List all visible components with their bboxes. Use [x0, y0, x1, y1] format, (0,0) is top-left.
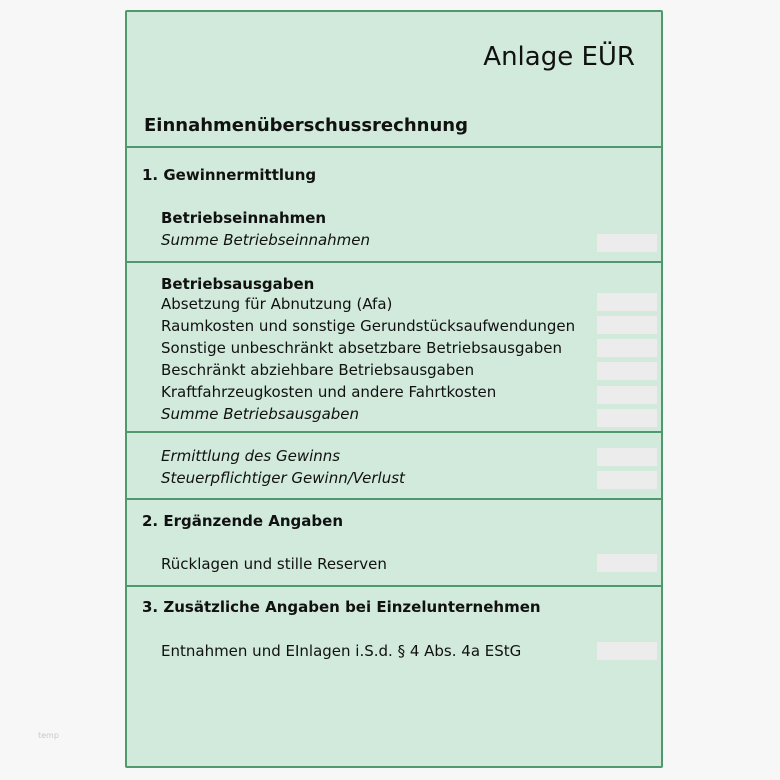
expenses-total-label: Summe Betriebsausgaben — [161, 405, 360, 423]
watermark: temp — [38, 731, 59, 740]
income-total-label: Summe Betriebseinnahmen — [161, 231, 371, 249]
form-title: Anlage EÜR — [483, 42, 635, 72]
withdrawals-field[interactable] — [597, 642, 657, 660]
expense-item-room-costs: Raumkosten und sonstige Gerundstücksaufwendungen — [161, 317, 576, 335]
expense-field-limited[interactable] — [597, 362, 657, 380]
divider — [127, 585, 661, 587]
divider — [127, 146, 661, 148]
divider — [127, 431, 661, 433]
income-heading: Betriebseinnahmen — [161, 209, 327, 227]
expenses-total-field[interactable] — [597, 409, 657, 427]
expense-field-room-costs[interactable] — [597, 316, 657, 334]
section-2-heading: 2. Ergänzende Angaben — [142, 512, 343, 530]
taxable-profit-label: Steuerpflichtiger Gewinn/Verlust — [161, 469, 405, 487]
expense-item-afa: Absetzung für Abnutzung (Afa) — [161, 295, 393, 313]
form-sheet — [125, 10, 663, 768]
form-subtitle: Einnahmenüberschussrechnung — [144, 115, 468, 136]
expenses-heading: Betriebsausgaben — [161, 275, 315, 293]
profit-determination-label: Ermittlung des Gewinns — [161, 447, 341, 465]
divider — [127, 498, 661, 500]
withdrawals-label: Entnahmen und EInlagen i.S.d. § 4 Abs. 4a EStG — [161, 642, 522, 660]
divider — [127, 261, 661, 263]
reserves-field[interactable] — [597, 554, 657, 572]
section-1-heading: 1. Gewinnermittlung — [142, 166, 317, 184]
income-total-field[interactable] — [597, 234, 657, 252]
reserves-label: Rücklagen und stille Reserven — [161, 555, 387, 573]
expense-field-vehicle[interactable] — [597, 386, 657, 404]
expense-field-afa[interactable] — [597, 293, 657, 311]
profit-determination-field[interactable] — [597, 448, 657, 466]
section-3-heading: 3. Zusätzliche Angaben bei Einzelunternehmen — [142, 598, 541, 616]
taxable-profit-field[interactable] — [597, 471, 657, 489]
expense-item-limited: Beschränkt abziehbare Betriebsausgaben — [161, 361, 475, 379]
expense-field-other-unlimited[interactable] — [597, 339, 657, 357]
expense-item-other-unlimited: Sonstige unbeschränkt absetzbare Betriebsausgaben — [161, 339, 562, 357]
expense-item-vehicle: Kraftfahrzeugkosten und andere Fahrtkosten — [161, 383, 497, 401]
